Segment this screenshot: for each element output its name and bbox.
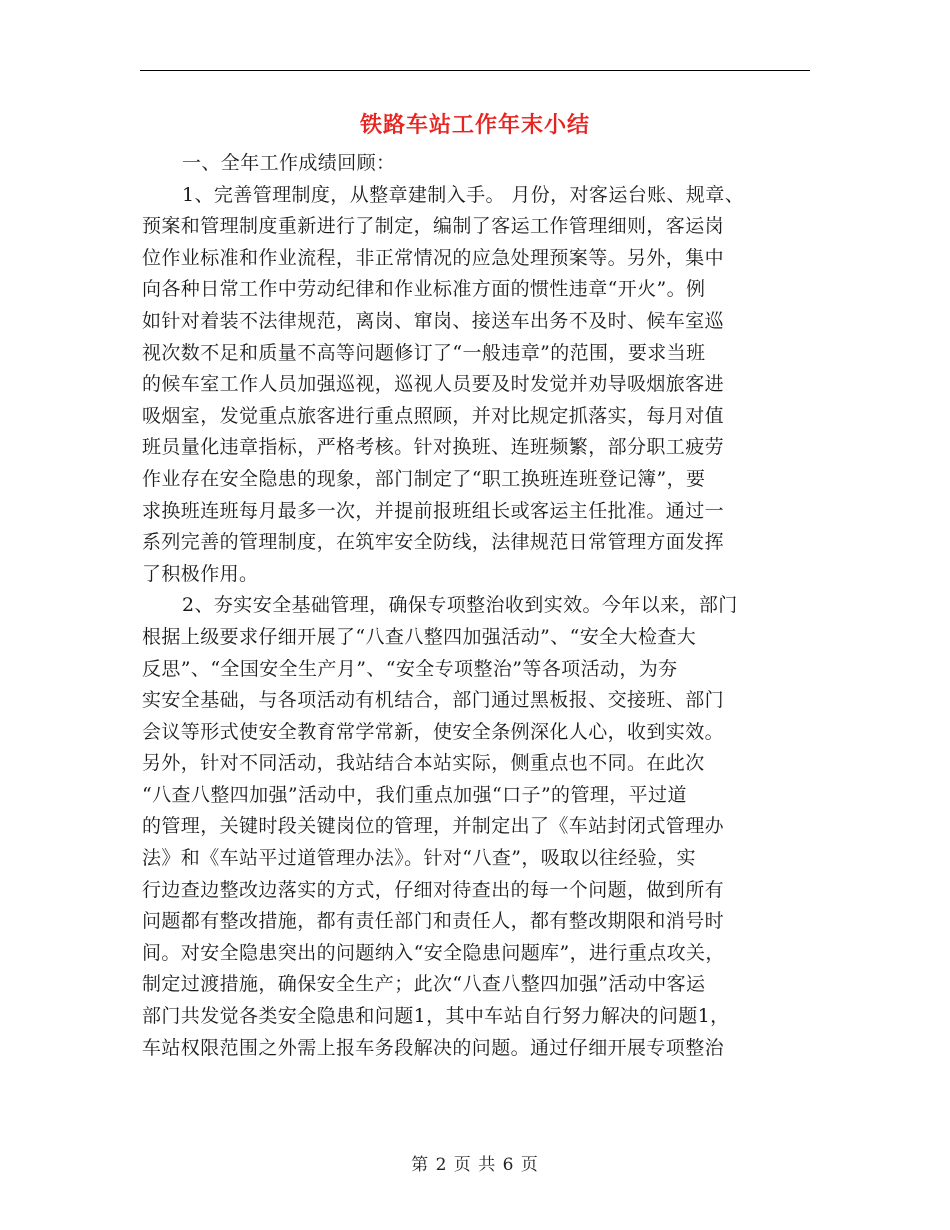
text-line: 的候车室工作人员加强巡视，巡视人员要及时发觉并劝导吸烟旅客进 xyxy=(142,373,725,396)
text-line: 间。对安全隐患突出的问题纳入“安全隐患问题库”，进行重点攻关， xyxy=(142,941,725,964)
text-line: 视次数不足和质量不高等问题修订了“一般违章”的范围，要求当班 xyxy=(142,341,706,364)
text-line: 另外，针对不同活动，我站结合本站实际，侧重点也不同。在此次 xyxy=(142,752,705,775)
text-line: 如针对着装不法律规范，离岗、窜岗、接送车出务不及时、候车室巡 xyxy=(142,309,725,332)
text-line: 2、夯实安全基础管理，确保专项整治收到实效。今年以来，部门 xyxy=(182,594,738,617)
text-line: 向各种日常工作中劳动纪律和作业标准方面的惯性违章“开火”。例 xyxy=(142,278,706,301)
text-line: 的管理，关键时段关键岗位的管理，并制定出了《车站封闭式管理办 xyxy=(142,815,725,838)
text-line: 行边查边整改边落实的方式，仔细对待查出的每一个问题，做到所有 xyxy=(142,878,725,901)
text-line: “八查八整四加强”活动中，我们重点加强“口子”的管理，平过道 xyxy=(142,783,687,806)
text-line: 求换班连班每月最多一次，并提前报班组长或客运主任批准。通过一 xyxy=(142,499,725,522)
text-line: 会议等形式使安全教育常学常新，使安全条例深化人心，收到实效。 xyxy=(142,720,725,743)
text-line: 根据上级要求仔细开展了“八查八整四加强活动”、“安全大检查大 xyxy=(142,625,697,648)
text-line: 反思”、“全国安全生产月”、“安全专项整治”等各项活动，为夯 xyxy=(142,657,678,680)
text-line: 位作业标准和作业流程，非正常情况的应急处理预案等。另外，集中 xyxy=(142,246,725,269)
text-line: 预案和管理制度重新进行了制定，编制了客运工作管理细则，客运岗 xyxy=(142,215,725,238)
text-line: 系列完善的管理制度，在筑牢安全防线，法律规范日常管理方面发挥 xyxy=(142,531,725,554)
page-footer: 第 2 页 共 6 页 xyxy=(411,1155,539,1175)
text-line: 1、完善管理制度，从整章建制入手。 月份，对客运台账、规章、 xyxy=(182,183,745,206)
text-line: 车站权限范围之外需上报车务段解决的问题。通过仔细开展专项整治 xyxy=(142,1036,725,1059)
text-line: 吸烟室，发觉重点旅客进行重点照顾，并对比规定抓落实，每月对值 xyxy=(142,404,725,427)
text-line: 部门共发觉各类安全隐患和问题1，其中车站自行努力解决的问题1， xyxy=(142,1005,730,1028)
text-line: 作业存在安全隐患的现象，部门制定了“职工换班连班登记簿”，要 xyxy=(142,467,706,490)
text-line: 制定过渡措施，确保安全生产；此次“八查八整四加强”活动中客运 xyxy=(142,973,706,996)
document-title: 铁路车站工作年末小结 xyxy=(359,112,590,138)
text-line: 了积极作用。 xyxy=(142,562,259,585)
text-line: 问题都有整改措施，都有责任部门和责任人，都有整改期限和消号时 xyxy=(142,910,725,933)
document-body xyxy=(142,148,810,1064)
text-line: 一、全年工作成绩回顾： xyxy=(182,152,396,174)
text-line: 班员量化违章指标，严格考核。针对换班、连班频繁，部分职工疲劳 xyxy=(142,436,725,459)
text-line: 实安全基础，与各项活动有机结合，部门通过黑板报、交接班、部门 xyxy=(142,689,725,712)
header-rule xyxy=(140,70,810,71)
text-line: 法》和《车站平过道管理办法》。针对“八查”，吸取以往经验，实 xyxy=(142,847,696,870)
